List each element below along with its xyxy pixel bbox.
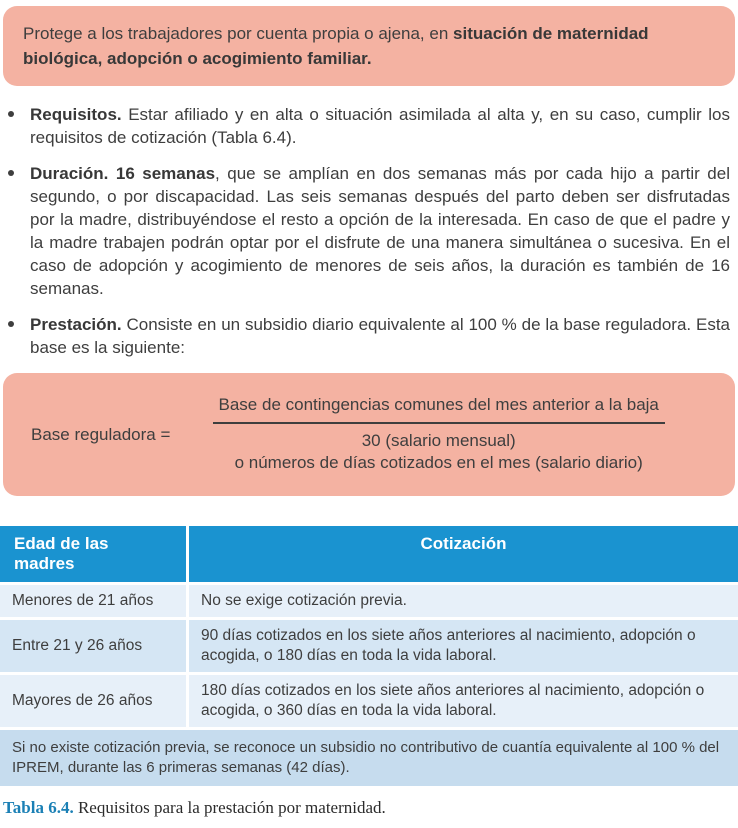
table-row-cotizacion: No se exige cotización previa. — [189, 585, 738, 617]
table-row-cotizacion: 180 días cotizados en los siete años anteriores al nacimiento, adopción o acogida, o 360 días en toda la vida laboral. — [189, 675, 738, 727]
bullet-icon — [8, 111, 14, 117]
intro-text: Protege a los trabajadores por cuenta propia o ajena, en — [23, 24, 454, 43]
bullet-lead: Duración. 16 semanas — [30, 164, 216, 183]
table-footnote: Si no existe cotización previa, se reconoce un subsidio no contributivo de cuantía equivalente al 100 % del IPREM, durante las 6 primeras semanas (42 días). — [0, 730, 738, 786]
table-row-cotizacion: 90 días cotizados en los siete años anteriores al nacimiento, adopción o acogida, o 180 días en toda la vida laboral. — [189, 620, 738, 672]
bullet-requisitos-text — [30, 103, 730, 149]
table-row-age: Menores de 21 años — [0, 585, 186, 617]
intro-text-bold: situación de maternidad biológica, adopción o acogimiento familiar. — [23, 24, 649, 68]
bullet-duracion — [8, 162, 730, 300]
bullet-body: Consiste en un subsidio diario equivalente al 100 % de la base reguladora. Esta base es la siguiente: — [30, 315, 730, 357]
table-header-edad: Edad de las madres — [0, 526, 186, 582]
formula-denominator — [170, 430, 707, 474]
formula-fraction — [170, 395, 707, 474]
bullet-requisitos — [8, 103, 730, 149]
bullet-prestacion-text — [30, 313, 730, 359]
table-caption — [3, 797, 735, 818]
formula-numerator: Base de contingencias comunes del mes anterior a la baja — [213, 395, 665, 424]
bullet-lead: Requisitos. — [30, 105, 122, 124]
bullet-list — [0, 103, 738, 359]
bullet-icon — [8, 170, 14, 176]
bullet-icon — [8, 321, 14, 327]
formula-highlight-box — [3, 373, 735, 496]
formula-label: Base reguladora = — [31, 424, 171, 444]
table-caption-label: Tabla 6.4. — [3, 798, 74, 817]
bullet-duracion-text — [30, 162, 730, 300]
bullet-lead: Prestación. — [30, 315, 122, 334]
bullet-body: Estar afiliado y en alta o situación asimilada al alta y, en su caso, cumplir los requisitos de cotización (Tabla 6.4). — [30, 105, 730, 147]
formula-denominator-line1: 30 (salario mensual) — [361, 431, 516, 450]
table-maternidad — [0, 526, 738, 786]
table-row-age: Entre 21 y 26 años — [0, 620, 186, 672]
table-header-cotizacion: Cotización — [189, 526, 738, 582]
intro-highlight-box — [3, 6, 735, 86]
table-caption-text: Requisitos para la prestación por maternidad. — [73, 798, 386, 817]
table-row-age: Mayores de 26 años — [0, 675, 186, 727]
bullet-prestacion — [8, 313, 730, 359]
bullet-body: , que se amplían en dos semanas más por cada hijo a partir del segundo, o por discapacidad. Las seis semanas después del parto deben ser disfrutadas por la madre, distribuyéndose el resto a opción de la interesada. En caso de que el padre y la madre trabajen podrán optar por el disfrute de una manera simultánea o sucesiva. En el caso de adopción y acogimiento de menores de seis años, la duración es también de 16 semanas. — [30, 164, 730, 298]
formula-denominator-line2: o números de días cotizados en el mes (salario diario) — [234, 453, 643, 472]
